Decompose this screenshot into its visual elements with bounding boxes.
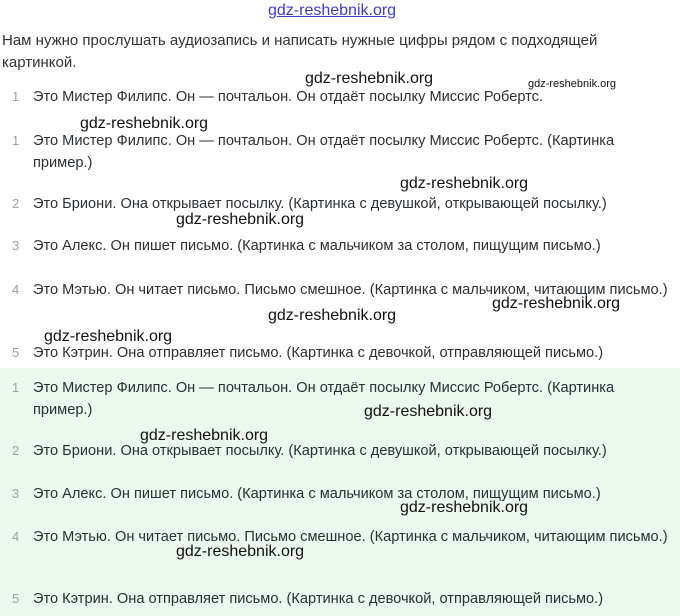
item-text: Это Мистер Филипс. Он — почтальон. Он отдаёт посылку Миссис Робертс. xyxy=(33,89,544,105)
watermark-text: gdz-reshebnik.org xyxy=(492,295,621,312)
item-text: Это Кэтрин. Она отправляет письмо. (Картинка с девочкой, отправляющей письмо.) xyxy=(33,345,604,361)
watermark-text: gdz-reshebnik.org xyxy=(364,403,493,420)
item-text: Это Кэтрин. Она отправляет письмо. (Картинка с девочкой, отправляющей письмо.) xyxy=(33,591,604,607)
list-item xyxy=(0,483,680,505)
list-item xyxy=(0,526,680,570)
list-item xyxy=(0,235,680,257)
item-text: Это Мистер Филипс. Он — почтальон. Он отдаёт посылку Миссис Робертс. (Картинка пример.) xyxy=(33,380,615,418)
list-item xyxy=(0,588,680,610)
item-number: 5 xyxy=(12,591,20,606)
watermark-text: gdz-reshebnik.org xyxy=(176,543,305,560)
item-number: 5 xyxy=(12,345,20,360)
item-number: 3 xyxy=(12,238,20,253)
item-number: 3 xyxy=(12,486,20,501)
item-text: Это Мэтью. Он читает письмо. Письмо смешное. (Картинка с мальчиком, читающим письмо.) xyxy=(33,282,668,298)
list-item xyxy=(0,193,680,215)
watermark-text: gdz-reshebnik.org xyxy=(400,175,529,192)
watermark-text: gdz-reshebnik.org xyxy=(400,499,529,516)
item-number: 4 xyxy=(12,529,20,544)
list-item xyxy=(0,130,680,174)
watermark-text: gdz-reshebnik.org xyxy=(268,307,397,324)
list-item xyxy=(0,377,680,421)
item-text: Это Алекс. Он пишет письмо. (Картинка с мальчиком за столом, пищущим письмо.) xyxy=(33,238,601,254)
watermark-text: gdz-reshebnik.org xyxy=(140,427,269,444)
item-number: 4 xyxy=(12,282,20,297)
watermark-text: gdz-reshebnik.org xyxy=(80,115,209,132)
header-watermark[interactable]: gdz-reshebnik.org xyxy=(268,2,397,19)
item-text: Это Бриони. Она открывает посылку. (Картинка с девушкой, открывающей посылку.) xyxy=(33,443,607,459)
item-number: 1 xyxy=(12,380,20,395)
item-text: Это Мистер Филипс. Он — почтальон. Он отдаёт посылку Миссис Робертс. (Картинка пример.) xyxy=(33,133,615,171)
watermark-text: gdz-reshebnik.org xyxy=(528,78,617,90)
watermark-text: gdz-reshebnik.org xyxy=(176,211,305,228)
item-number: 2 xyxy=(12,196,20,211)
item-number: 2 xyxy=(12,443,20,458)
item-number: 1 xyxy=(12,133,20,148)
item-text: Это Алекс. Он пишет письмо. (Картинка с мальчиком за столом, пищущим письмо.) xyxy=(33,486,601,502)
item-text: Это Мэтью. Он читает письмо. Письмо смешное. (Картинка с мальчиком, читающим письмо.) xyxy=(33,529,668,545)
intro-paragraph: Нам нужно прослушать аудиозапись и написать нужные цифры рядом с подходящей картинкой. xyxy=(2,32,598,71)
answer-list-final xyxy=(0,368,680,616)
item-text: Это Бриони. Она открывает посылку. (Картинка с девушкой, открывающей посылку.) xyxy=(33,196,607,212)
list-item xyxy=(0,440,680,462)
item-number: 1 xyxy=(12,89,20,104)
watermark-text: gdz-reshebnik.org xyxy=(305,70,434,87)
watermark-text: gdz-reshebnik.org xyxy=(44,328,173,345)
